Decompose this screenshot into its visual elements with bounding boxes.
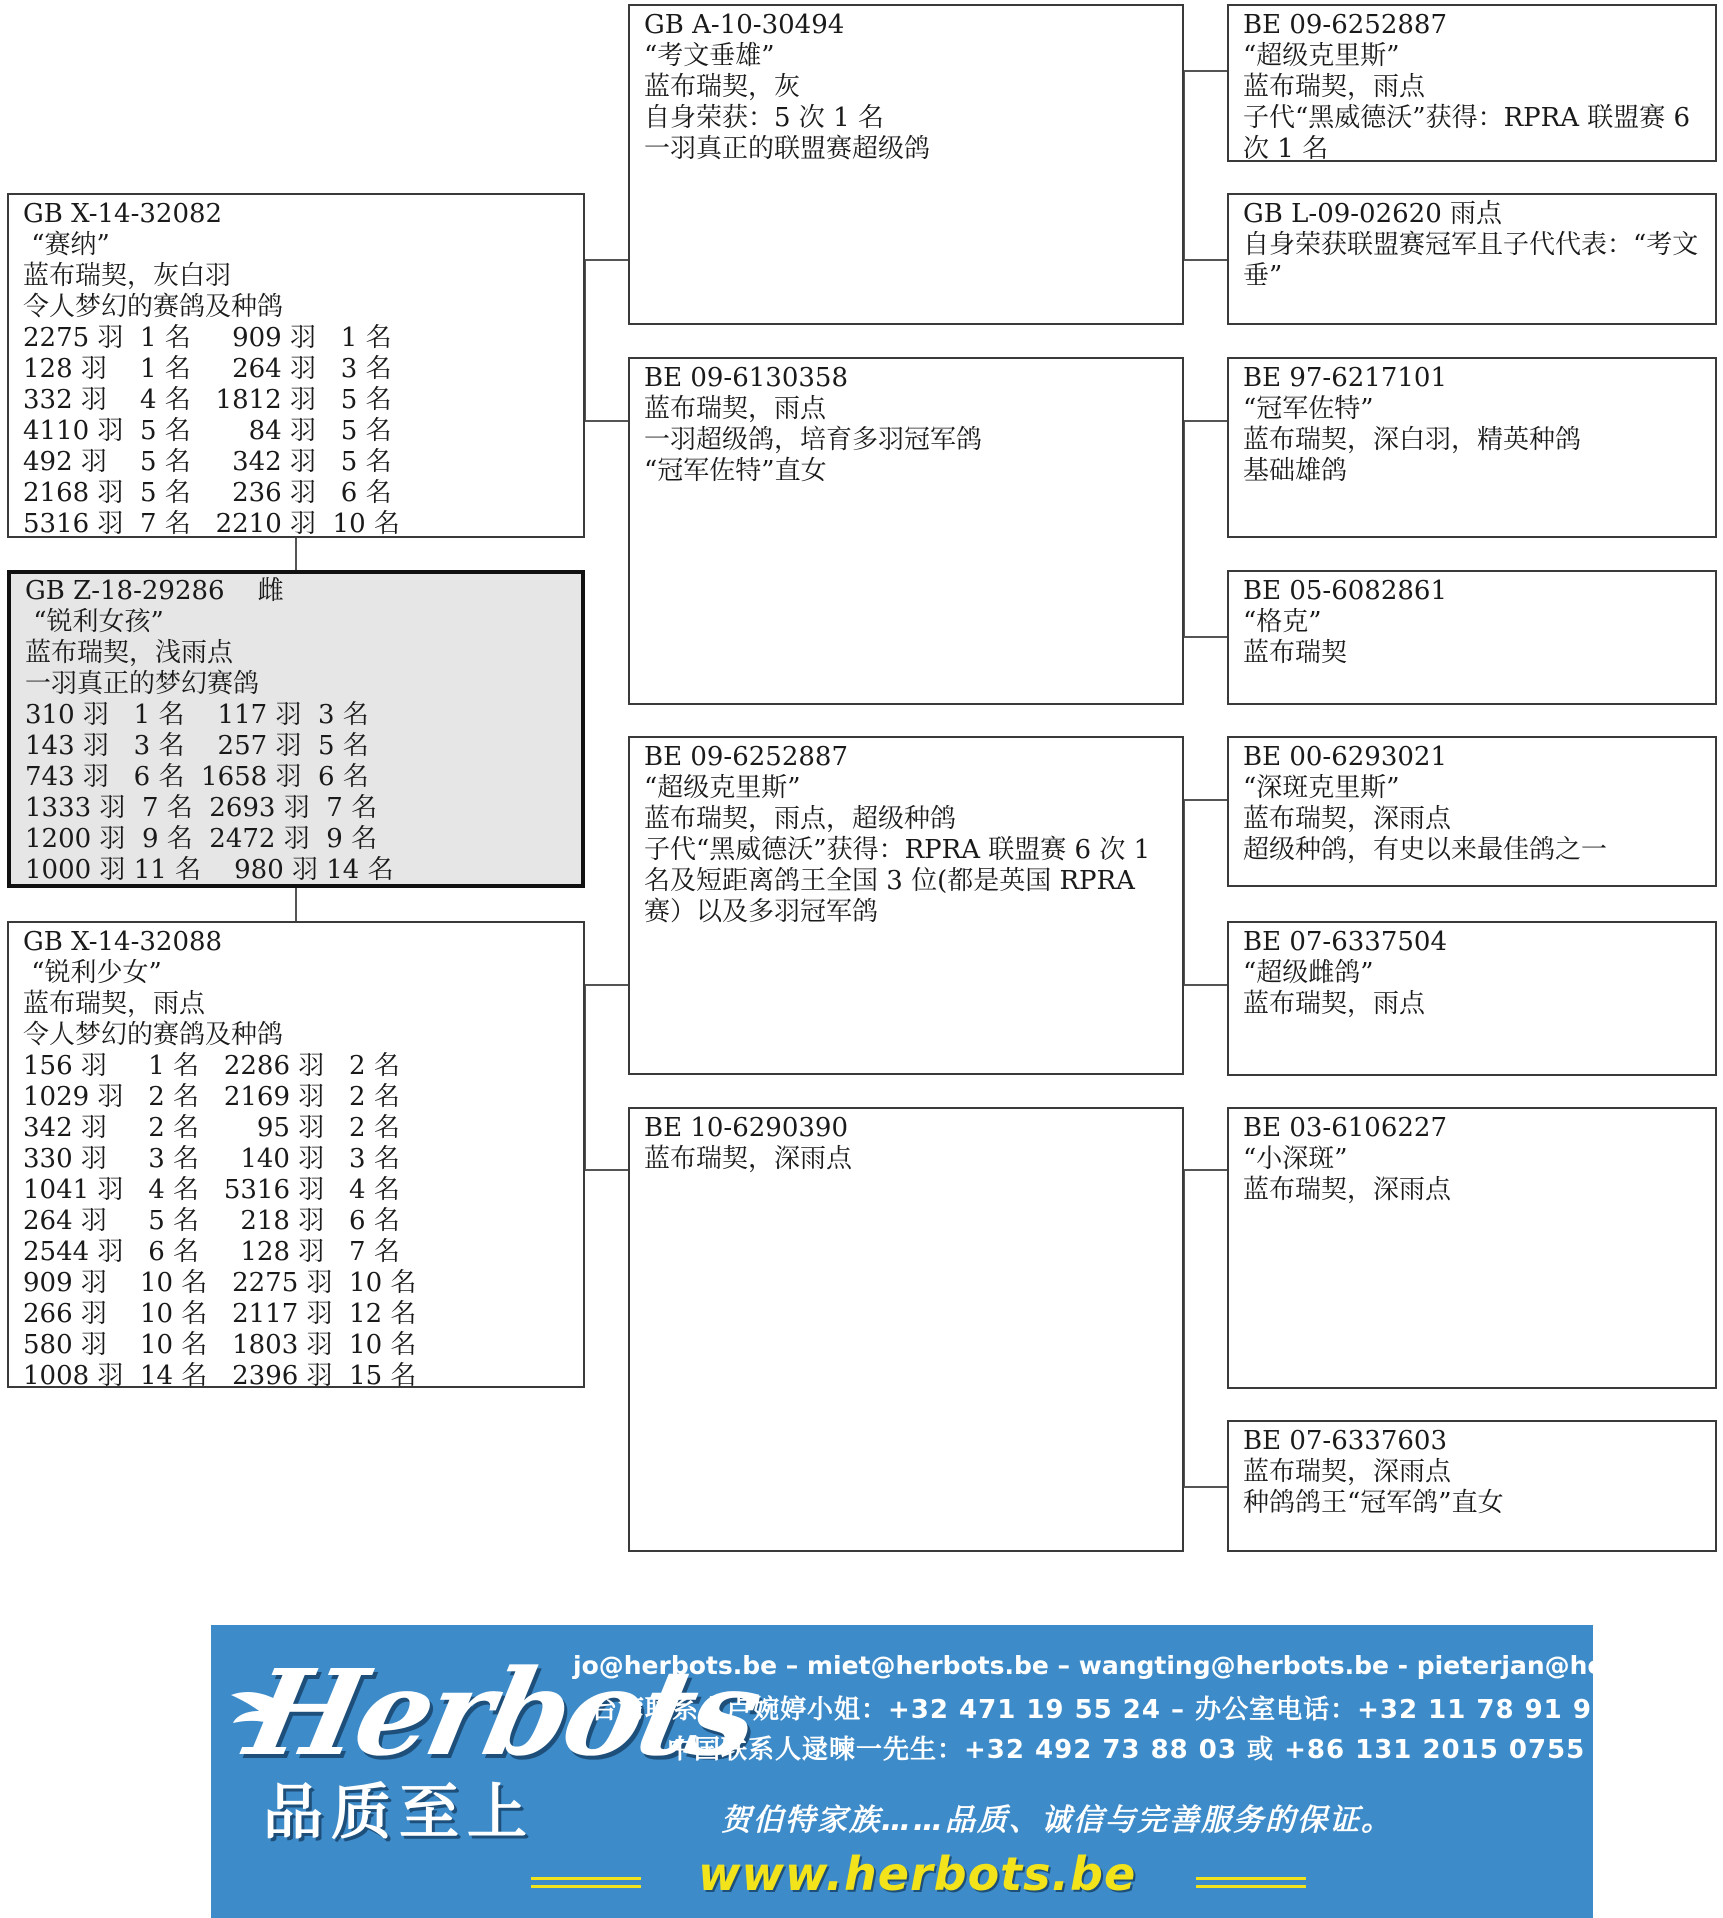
pedigree-line: 5316 羽 7 名 2210 羽 10 名 bbox=[23, 509, 400, 539]
pedigree-line: 超级种鸽，有史以来最佳鸽之一 bbox=[1243, 835, 1608, 865]
pedigree-line: “赛纳” bbox=[23, 230, 110, 260]
pedigree-line: “超级克里斯” bbox=[1243, 41, 1400, 71]
subject-card[interactable] bbox=[7, 570, 585, 888]
connector bbox=[1183, 259, 1228, 261]
ancestor-card[interactable] bbox=[1227, 1107, 1717, 1389]
herbots-logo: Herbots bbox=[236, 1643, 769, 1782]
pedigree-line: 蓝布瑞契，灰 bbox=[644, 72, 801, 102]
ancestor-card[interactable] bbox=[1227, 1420, 1717, 1552]
pedigree-line: “冠军佐特” bbox=[1243, 394, 1374, 424]
connector bbox=[1183, 984, 1228, 986]
pedigree-line: 子代“黑威德沃”获得：RPRA 联盟赛 6 次 1 名 bbox=[1243, 103, 1691, 164]
connector bbox=[584, 259, 629, 261]
ancestor-card[interactable] bbox=[1227, 357, 1717, 538]
pedigree-line: 蓝布瑞契，浅雨点 bbox=[25, 638, 234, 668]
decorative-lines bbox=[531, 1877, 641, 1880]
pedigree-line: 580 羽 10 名 1803 羽 10 名 bbox=[23, 1330, 417, 1360]
pedigree-line: 一羽超级鸽，培育多羽冠军鸽 bbox=[644, 425, 983, 455]
pedigree-line: 143 羽 3 名 257 羽 5 名 bbox=[25, 731, 369, 761]
pedigree-line: 156 羽 1 名 2286 羽 2 名 bbox=[23, 1051, 400, 1081]
ring-number: BE 07-6337603 bbox=[1243, 1426, 1448, 1456]
connector bbox=[1183, 636, 1228, 638]
pedigree-line: 自身荣获：5 次 1 名 bbox=[644, 103, 884, 133]
pedigree-line: 909 羽 10 名 2275 羽 10 名 bbox=[23, 1268, 417, 1298]
decorative-lines bbox=[1196, 1877, 1306, 1880]
pedigree-line: 310 羽 1 名 117 羽 3 名 bbox=[25, 700, 369, 730]
ancestor-card[interactable] bbox=[1227, 736, 1717, 887]
pedigree-line: 蓝布瑞契，深白羽，精英种鸽 bbox=[1243, 425, 1582, 455]
pedigree-line: 332 羽 4 名 1812 羽 5 名 bbox=[23, 385, 392, 415]
pedigree-line: “深斑克里斯” bbox=[1243, 773, 1400, 803]
footer-banner bbox=[211, 1625, 1723, 1918]
pedigree-line: 蓝布瑞契，雨点，超级种鸽 bbox=[644, 804, 957, 834]
ring-number: GB Z-18-29286 雌 bbox=[25, 576, 284, 606]
pedigree-line: 264 羽 5 名 218 羽 6 名 bbox=[23, 1206, 400, 1236]
sire-dam-card[interactable] bbox=[628, 357, 1184, 705]
pedigree-line: 342 羽 2 名 95 羽 2 名 bbox=[23, 1113, 400, 1143]
ancestor-card[interactable] bbox=[1227, 570, 1717, 705]
pedigree-line: 蓝布瑞契，雨点 bbox=[644, 394, 827, 424]
ring-number: GB L-09-02620 雨点 bbox=[1243, 199, 1503, 229]
pedigree-line: 种鸽鸽王“冠军鸽”直女 bbox=[1243, 1488, 1504, 1518]
connector bbox=[584, 1169, 629, 1171]
sire-card[interactable] bbox=[7, 193, 585, 538]
pedigree-line: 令人梦幻的赛鸽及种鸽 bbox=[23, 1020, 284, 1050]
pedigree-line: 1200 羽 9 名 2472 羽 9 名 bbox=[25, 824, 378, 854]
slogan: 品质至上 bbox=[263, 1778, 535, 1848]
sire-sire-card[interactable] bbox=[628, 4, 1184, 325]
ring-number: BE 09-6252887 bbox=[644, 742, 849, 772]
ring-number: BE 07-6337504 bbox=[1243, 927, 1448, 957]
pedigree-line: “冠军佐特”直女 bbox=[644, 456, 827, 486]
connector bbox=[1183, 1486, 1228, 1488]
pedigree-line: 一羽真正的梦幻赛鸽 bbox=[25, 669, 260, 699]
pedigree-line: “小深斑” bbox=[1243, 1144, 1348, 1174]
motto: 贺伯特家族……品质、诚信与完善服务的保证。 bbox=[721, 1803, 1393, 1838]
dam-card[interactable] bbox=[7, 921, 585, 1391]
pedigree-line: 蓝布瑞契，雨点 bbox=[1243, 72, 1426, 102]
connector bbox=[584, 984, 629, 986]
pedigree-line: 128 羽 1 名 264 羽 3 名 bbox=[23, 354, 392, 384]
pedigree-line: 蓝布瑞契，深雨点 bbox=[644, 1144, 853, 1174]
pedigree-line: 1333 羽 7 名 2693 羽 7 名 bbox=[25, 793, 378, 823]
pedigree-line: “锐利少女” bbox=[23, 958, 162, 988]
ring-number: GB A-10-30494 bbox=[644, 10, 845, 40]
connector bbox=[1183, 799, 1228, 801]
pedigree-line: 蓝布瑞契 bbox=[1243, 638, 1348, 668]
ring-number: BE 10-6290390 bbox=[644, 1113, 849, 1143]
dam-sire-card[interactable] bbox=[628, 736, 1184, 1075]
pedigree-line: 266 羽 10 名 2117 羽 12 名 bbox=[23, 1299, 417, 1329]
connector bbox=[1183, 420, 1228, 422]
pedigree-line: 2168 羽 5 名 236 羽 6 名 bbox=[23, 478, 392, 508]
pedigree-line: 1029 羽 2 名 2169 羽 2 名 bbox=[23, 1082, 400, 1112]
pedigree-line: 492 羽 5 名 342 羽 5 名 bbox=[23, 447, 392, 477]
ancestor-card[interactable] bbox=[1227, 193, 1717, 325]
ring-number: GB X-14-32082 bbox=[23, 199, 223, 229]
pedigree-line: 蓝布瑞契，深雨点 bbox=[1243, 804, 1452, 834]
contact-emails[interactable]: jo@herbots.be – miet@herbots.be – wangting@herbots.be - pieterjan@herbots.be bbox=[573, 1651, 1723, 1680]
pedigree-line: 743 羽 6 名 1658 羽 6 名 bbox=[25, 762, 369, 792]
ancestor-card[interactable] bbox=[1227, 4, 1717, 162]
pedigree-line: “锐利女孩” bbox=[25, 607, 164, 637]
ring-number: BE 09-6252887 bbox=[1243, 10, 1448, 40]
pedigree-line: 自身荣获联盟赛冠军且子代代表：“考文垂” bbox=[1243, 230, 1699, 291]
connector bbox=[295, 537, 297, 570]
ring-number: BE 97-6217101 bbox=[1243, 363, 1448, 393]
pedigree-line: 1008 羽 14 名 2396 羽 15 名 bbox=[23, 1361, 417, 1391]
china-contact: 中国联系人逯暕一先生：+32 492 73 88 03 或 +86 131 2015 0755 bbox=[667, 1735, 1586, 1765]
dam-dam-card[interactable] bbox=[628, 1107, 1184, 1552]
connector bbox=[1183, 70, 1228, 72]
pedigree-line: 蓝布瑞契，深雨点 bbox=[1243, 1175, 1452, 1205]
pedigree-line: 1000 羽 11 名 980 羽 14 名 bbox=[25, 855, 394, 885]
connector bbox=[295, 886, 297, 921]
ring-number: BE 03-6106227 bbox=[1243, 1113, 1448, 1143]
ring-number: GB X-14-32088 bbox=[23, 927, 223, 957]
pedigree-line: “考文垂雄” bbox=[644, 41, 775, 71]
website-link[interactable]: www.herbots.be bbox=[698, 1847, 1137, 1901]
taiwan-contact: 台湾联系人卢婉婷小姐：+32 471 19 55 24 – 办公室电话：+32 11 78 91 90 bbox=[591, 1695, 1611, 1725]
pedigree-line: 基础雄鸽 bbox=[1243, 456, 1348, 486]
pedigree-line: 蓝布瑞契，灰白羽 bbox=[23, 261, 232, 291]
pedigree-line: “格克” bbox=[1243, 607, 1322, 637]
ring-number: BE 00-6293021 bbox=[1243, 742, 1448, 772]
ring-number: BE 05-6082861 bbox=[1243, 576, 1448, 606]
pedigree-line: 1041 羽 4 名 5316 羽 4 名 bbox=[23, 1175, 400, 1205]
pedigree-line: 蓝布瑞契，雨点 bbox=[1243, 989, 1426, 1019]
connector bbox=[1183, 1169, 1228, 1171]
ring-number: BE 09-6130358 bbox=[644, 363, 849, 393]
pedigree-line: “超级雌鸽” bbox=[1243, 958, 1374, 988]
pedigree-line: 2544 羽 6 名 128 羽 7 名 bbox=[23, 1237, 400, 1267]
pedigree-line: 蓝布瑞契，深雨点 bbox=[1243, 1457, 1452, 1487]
ancestor-card[interactable] bbox=[1227, 921, 1717, 1076]
pedigree-line: 2275 羽 1 名 909 羽 1 名 bbox=[23, 323, 392, 353]
pedigree-line: 蓝布瑞契，雨点 bbox=[23, 989, 206, 1019]
pedigree-line: 令人梦幻的赛鸽及种鸽 bbox=[23, 292, 284, 322]
pedigree-line: 330 羽 3 名 140 羽 3 名 bbox=[23, 1144, 400, 1174]
connector bbox=[584, 420, 629, 422]
pedigree-line: 一羽真正的联盟赛超级鸽 bbox=[644, 134, 931, 164]
pedigree-line: 子代“黑威德沃”获得：RPRA 联盟赛 6 次 1 名及短距离鸽王全国 3 位(都是英国 RPRA 赛）以及多羽冠军鸽 bbox=[644, 835, 1151, 927]
pedigree-line: 4110 羽 5 名 84 羽 5 名 bbox=[23, 416, 392, 446]
pedigree-line: “超级克里斯” bbox=[644, 773, 801, 803]
